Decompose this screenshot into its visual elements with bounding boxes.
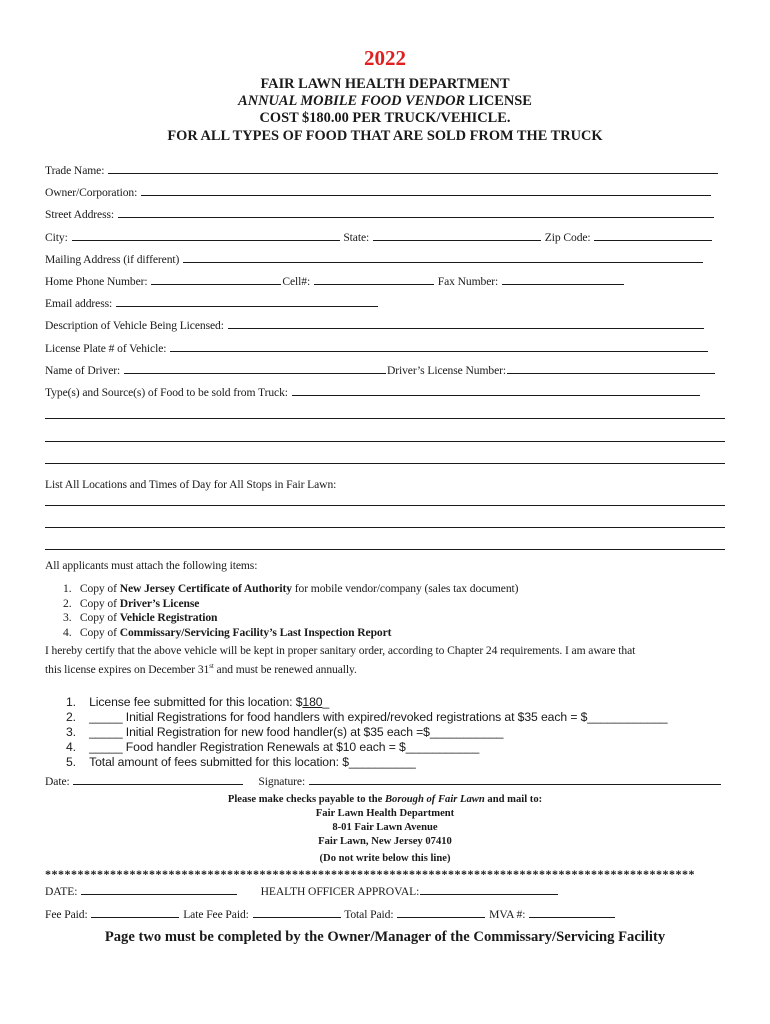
cell-label: Cell#: bbox=[282, 275, 311, 288]
home-phone-field[interactable] bbox=[151, 274, 281, 285]
payment-pre: Please make checks payable to the bbox=[227, 794, 385, 805]
mva-field[interactable] bbox=[529, 907, 615, 918]
office-date-field[interactable] bbox=[81, 884, 237, 895]
fee-after: _ bbox=[322, 695, 330, 709]
fee-text[interactable]: _____ Initial Registration for new food handler(s) at $35 each =$___________ bbox=[89, 725, 504, 739]
food-field[interactable] bbox=[292, 385, 700, 396]
license-fee-amount[interactable]: 180 bbox=[302, 695, 323, 709]
license-title bbox=[0, 93, 770, 110]
mail-address-line-2: 8-01 Fair Lawn Avenue bbox=[332, 822, 438, 833]
fee-paid-label: Fee Paid: bbox=[45, 908, 88, 921]
fee-num: 2. bbox=[66, 710, 76, 724]
city-field[interactable] bbox=[72, 230, 340, 241]
license-title-rest: LICENSE bbox=[465, 93, 532, 109]
date-field[interactable] bbox=[73, 774, 243, 785]
street-row bbox=[45, 207, 715, 221]
attachment-bold: Commissary/Servicing Facility’s Last Inspection Report bbox=[119, 626, 392, 639]
attachment-post: for mobile vendor/company (sales tax document) bbox=[291, 582, 519, 595]
form-year: 2022 bbox=[364, 46, 406, 70]
fee-paid-field[interactable] bbox=[91, 907, 179, 918]
owner-label: Owner/Corporation: bbox=[45, 186, 138, 199]
fee-num: 1. bbox=[66, 695, 76, 709]
total-paid-field[interactable] bbox=[397, 907, 485, 918]
attachment-item bbox=[63, 582, 518, 595]
plate-label: License Plate # of Vehicle: bbox=[45, 342, 167, 355]
food-types-heading: FOR ALL TYPES OF FOOD THAT ARE SOLD FROM THE TRUCK bbox=[167, 128, 603, 144]
certification-sup: st bbox=[209, 662, 214, 670]
phone-row bbox=[45, 274, 625, 288]
drivers-license-label: Driver’s License Number: bbox=[386, 364, 507, 377]
office-date-label: DATE: bbox=[45, 885, 78, 898]
fee-item bbox=[66, 725, 503, 739]
driver-row bbox=[45, 363, 716, 377]
date-signature-row bbox=[45, 774, 722, 788]
locations-line-2[interactable] bbox=[45, 527, 725, 528]
attachment-num: 3. bbox=[63, 611, 72, 624]
approval-field[interactable] bbox=[420, 884, 558, 895]
plate-row bbox=[45, 341, 709, 355]
payment-post: and mail to: bbox=[484, 794, 543, 805]
payment-payee: Borough of Fair Lawn bbox=[384, 794, 485, 805]
late-fee-label: Late Fee Paid: bbox=[183, 908, 249, 921]
vehicle-row bbox=[45, 318, 705, 332]
mail-address-line-3: Fair Lawn, New Jersey 07410 bbox=[318, 836, 452, 847]
drivers-license-field[interactable] bbox=[507, 363, 715, 374]
food-extra-line-3[interactable] bbox=[45, 463, 725, 464]
fax-label: Fax Number: bbox=[437, 275, 499, 288]
late-fee-field[interactable] bbox=[253, 907, 341, 918]
cell-field[interactable] bbox=[314, 274, 434, 285]
attachments-intro: All applicants must attach the following items: bbox=[45, 559, 258, 572]
fee-item bbox=[66, 695, 329, 709]
signature-field[interactable] bbox=[309, 774, 721, 785]
vehicle-field[interactable] bbox=[228, 318, 704, 329]
fee-num: 5. bbox=[66, 755, 76, 769]
signature-label: Signature: bbox=[258, 775, 306, 788]
certification-line-2 bbox=[45, 662, 357, 676]
fee-item bbox=[66, 755, 416, 769]
office-fees-row bbox=[45, 907, 616, 921]
attachment-pre: Copy of bbox=[79, 582, 120, 595]
attachment-item bbox=[63, 626, 391, 639]
fee-num: 4. bbox=[66, 740, 76, 754]
payment-instructions bbox=[0, 794, 770, 805]
city-label: City: bbox=[45, 231, 68, 244]
fax-field[interactable] bbox=[502, 274, 624, 285]
trade-name-field[interactable] bbox=[108, 163, 718, 174]
cost-line: COST $180.00 PER TRUCK/VEHICLE. bbox=[259, 110, 511, 126]
fee-num: 3. bbox=[66, 725, 76, 739]
attachment-pre: Copy of bbox=[79, 611, 120, 624]
mailing-row bbox=[45, 252, 704, 266]
state-label: State: bbox=[343, 231, 370, 244]
food-extra-line-1[interactable] bbox=[45, 418, 725, 419]
email-label: Email address: bbox=[45, 297, 113, 310]
attachment-num: 4. bbox=[63, 626, 72, 639]
owner-row bbox=[45, 185, 712, 199]
date-label: Date: bbox=[45, 775, 70, 788]
department-title: FAIR LAWN HEALTH DEPARTMENT bbox=[260, 76, 510, 92]
certification-line-1: I hereby certify that the above vehicle will be kept in proper sanitary order, according to Chapter 24 requirements. I am aware that bbox=[45, 644, 636, 657]
locations-label: List All Locations and Times of Day for All Stops in Fair Lawn: bbox=[45, 478, 337, 491]
office-use-note: (Do not write below this line) bbox=[319, 853, 451, 864]
driver-field[interactable] bbox=[124, 363, 386, 374]
plate-field[interactable] bbox=[170, 341, 708, 352]
total-paid-label: Total Paid: bbox=[344, 908, 394, 921]
office-date-row bbox=[45, 884, 559, 898]
mail-address-line-1: Fair Lawn Health Department bbox=[315, 808, 455, 819]
attachment-pre: Copy of bbox=[79, 597, 120, 610]
fee-item bbox=[66, 740, 479, 754]
owner-field[interactable] bbox=[141, 185, 711, 196]
locations-line-1[interactable] bbox=[45, 505, 725, 506]
email-row bbox=[45, 296, 379, 310]
driver-label: Name of Driver: bbox=[45, 364, 121, 377]
fee-text[interactable]: _____ Food handler Registration Renewals at $10 each = $___________ bbox=[89, 740, 480, 754]
attachment-num: 2. bbox=[63, 597, 72, 610]
attachment-bold: Driver’s License bbox=[119, 597, 200, 610]
attachment-pre: Copy of bbox=[79, 626, 120, 639]
street-field[interactable] bbox=[118, 207, 714, 218]
trade-name-label: Trade Name: bbox=[45, 164, 105, 177]
approval-label: HEALTH OFFICER APPROVAL: bbox=[260, 885, 420, 898]
state-field[interactable] bbox=[373, 230, 541, 241]
certification-post: and must be renewed annually. bbox=[213, 662, 357, 676]
vehicle-label: Description of Vehicle Being Licensed: bbox=[45, 319, 224, 332]
food-row bbox=[45, 385, 701, 399]
zip-label: Zip Code: bbox=[544, 231, 591, 244]
zip-field[interactable] bbox=[594, 230, 712, 241]
fee-item bbox=[66, 710, 667, 724]
license-title-italic: ANNUAL MOBILE FOOD VENDOR bbox=[238, 93, 466, 109]
fee-text: License fee submitted for this location: $ bbox=[89, 695, 303, 709]
locations-line-3[interactable] bbox=[45, 549, 725, 550]
page-two-note: Page two must be completed by the Owner/Manager of the Commissary/Servicing Facility bbox=[104, 929, 666, 945]
street-label: Street Address: bbox=[45, 208, 115, 221]
mailing-label: Mailing Address (if different) bbox=[45, 253, 180, 266]
fee-text[interactable]: Total amount of fees submitted for this location: $__________ bbox=[89, 755, 416, 769]
fee-text[interactable]: _____ Initial Registrations for food handlers with expired/revoked registrations at $35 each = $____________ bbox=[89, 710, 668, 724]
food-label: Type(s) and Source(s) of Food to be sold from Truck: bbox=[45, 386, 288, 399]
attachment-item bbox=[63, 611, 217, 624]
certification-pre: this license expires on December 31 bbox=[45, 662, 210, 676]
home-phone-label: Home Phone Number: bbox=[45, 275, 148, 288]
mva-label: MVA #: bbox=[489, 908, 526, 921]
email-field[interactable] bbox=[116, 296, 378, 307]
mailing-field[interactable] bbox=[183, 252, 703, 263]
attachment-num: 1. bbox=[63, 582, 72, 595]
city-row bbox=[45, 230, 713, 244]
attachment-item bbox=[63, 597, 199, 610]
attachment-bold: Vehicle Registration bbox=[119, 611, 218, 624]
food-extra-line-2[interactable] bbox=[45, 441, 725, 442]
attachment-bold: New Jersey Certificate of Authority bbox=[119, 582, 292, 595]
trade-name-row bbox=[45, 163, 719, 177]
divider-stars: **************************************************************************************************** bbox=[45, 867, 695, 881]
